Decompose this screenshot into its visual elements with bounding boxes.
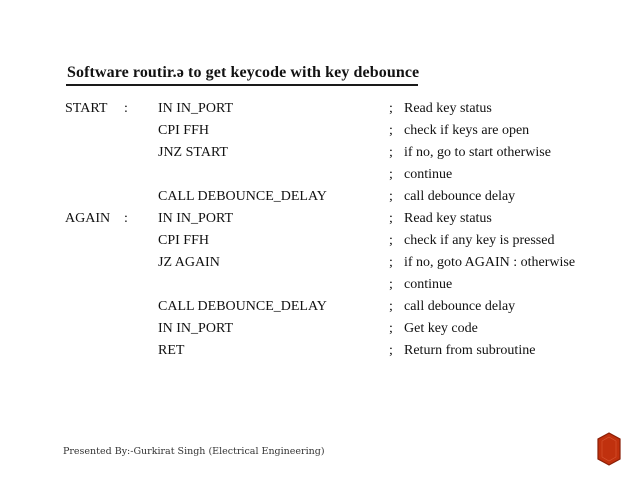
- code-semicolon: ;: [389, 343, 393, 358]
- code-line-5: [0, 187, 638, 207]
- code-instruction: IN IN_PORT: [158, 321, 233, 336]
- code-semicolon: ;: [389, 211, 393, 226]
- code-line-8: [0, 253, 638, 273]
- hexagon-badge-icon: [597, 432, 621, 466]
- slide-title: Software routir.ə to get keycode with key debounce: [67, 64, 420, 81]
- code-line-12: [0, 341, 638, 361]
- code-instruction: IN IN_PORT: [158, 211, 233, 226]
- code-semicolon: ;: [389, 255, 393, 270]
- code-comment: if no, go to start otherwise: [404, 145, 551, 160]
- code-comment: if no, goto AGAIN : otherwise: [404, 255, 576, 270]
- presenter-footer: Presented By:-Gurkirat Singh (Electrical Engineering): [63, 446, 325, 457]
- code-line-10: [0, 297, 638, 317]
- code-line-7: [0, 231, 638, 251]
- code-comment: call debounce delay: [404, 299, 516, 314]
- code-semicolon: ;: [389, 101, 393, 116]
- code-instruction: CALL DEBOUNCE_DELAY: [158, 299, 327, 314]
- code-comment: continue: [404, 277, 453, 292]
- code-line-3: [0, 143, 638, 163]
- code-colon: :: [124, 211, 128, 226]
- code-semicolon: ;: [389, 167, 393, 182]
- code-semicolon: ;: [389, 321, 393, 336]
- code-comment: check if keys are open: [404, 123, 530, 138]
- code-line-1: [0, 99, 638, 119]
- code-instruction: JNZ START: [158, 145, 228, 160]
- code-semicolon: ;: [389, 123, 393, 138]
- code-comment: Read key status: [404, 211, 492, 226]
- code-instruction: IN IN_PORT: [158, 101, 233, 116]
- code-comment: Get key code: [404, 321, 478, 336]
- code-comment: Return from subroutine: [404, 343, 536, 358]
- code-semicolon: ;: [389, 189, 393, 204]
- code-label: START: [65, 101, 108, 116]
- code-comment: call debounce delay: [404, 189, 516, 204]
- code-semicolon: ;: [389, 277, 393, 292]
- code-semicolon: ;: [389, 233, 393, 248]
- code-line-6: [0, 209, 638, 229]
- code-instruction: JZ AGAIN: [158, 255, 220, 270]
- code-instruction: CPI FFH: [158, 233, 209, 248]
- code-instruction: RET: [158, 343, 185, 358]
- code-comment: continue: [404, 167, 453, 182]
- code-semicolon: ;: [389, 145, 393, 160]
- code-label: AGAIN: [65, 211, 111, 226]
- code-instruction: CPI FFH: [158, 123, 209, 138]
- code-line-11: [0, 319, 638, 339]
- code-colon: :: [124, 101, 128, 116]
- code-line-2: [0, 121, 638, 141]
- code-comment: check if any key is pressed: [404, 233, 555, 248]
- code-comment: Read key status: [404, 101, 492, 116]
- code-line-4: [0, 165, 638, 185]
- title-underline: [66, 84, 418, 86]
- code-line-9: [0, 275, 638, 295]
- code-semicolon: ;: [389, 299, 393, 314]
- code-instruction: CALL DEBOUNCE_DELAY: [158, 189, 327, 204]
